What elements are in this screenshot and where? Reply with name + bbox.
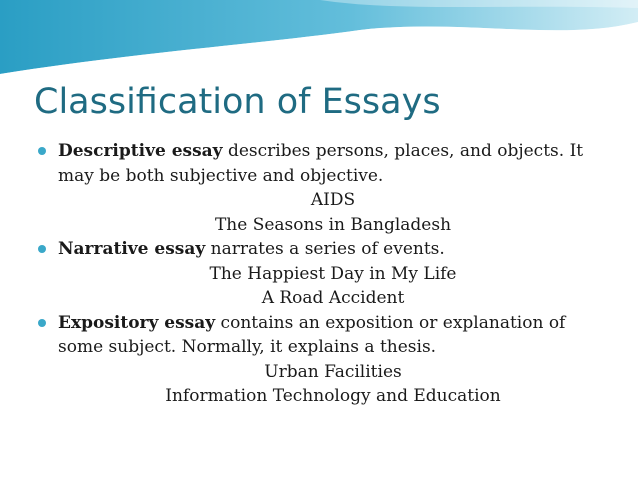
example-urban-facilities: Urban Facilities [264,361,402,382]
bullet-text [58,141,583,186]
header-wave-decoration [0,0,638,90]
term-narrative-essay: Narrative essay [58,239,206,259]
bullet-text [58,313,565,358]
example-aids: AIDS [310,190,356,210]
example-road-accident: A Road Accident [261,288,405,308]
definition-narrative-essay: narrates a series of events. [205,239,445,259]
bullet-text [58,239,445,259]
example-happiest-day: The Happiest Day in My Life [209,263,457,284]
definition-expository-essay: contains an exposition or explanation of some subject. Normally, it explains a thesis. [58,312,566,357]
bullet-expository-essay [38,311,608,360]
slide-content [38,139,608,409]
example-seasons-in-bangladesh: The Seasons in Bangladesh [214,214,452,235]
bullet-descriptive-essay [38,139,608,188]
example-information-technology: Information Technology and Education [165,386,501,406]
term-descriptive-essay: Descriptive essay [58,141,223,161]
bullet-dot-icon [38,245,46,253]
bullet-dot-icon [38,319,46,327]
bullet-narrative-essay [38,237,608,262]
bullet-dot-icon [38,147,46,155]
term-expository-essay: Expository essay [58,312,216,333]
slide-title: Classification of Essays [34,82,441,122]
definition-descriptive-essay: describes persons, places, and objects. It may be both subjective and objective. [58,141,584,186]
